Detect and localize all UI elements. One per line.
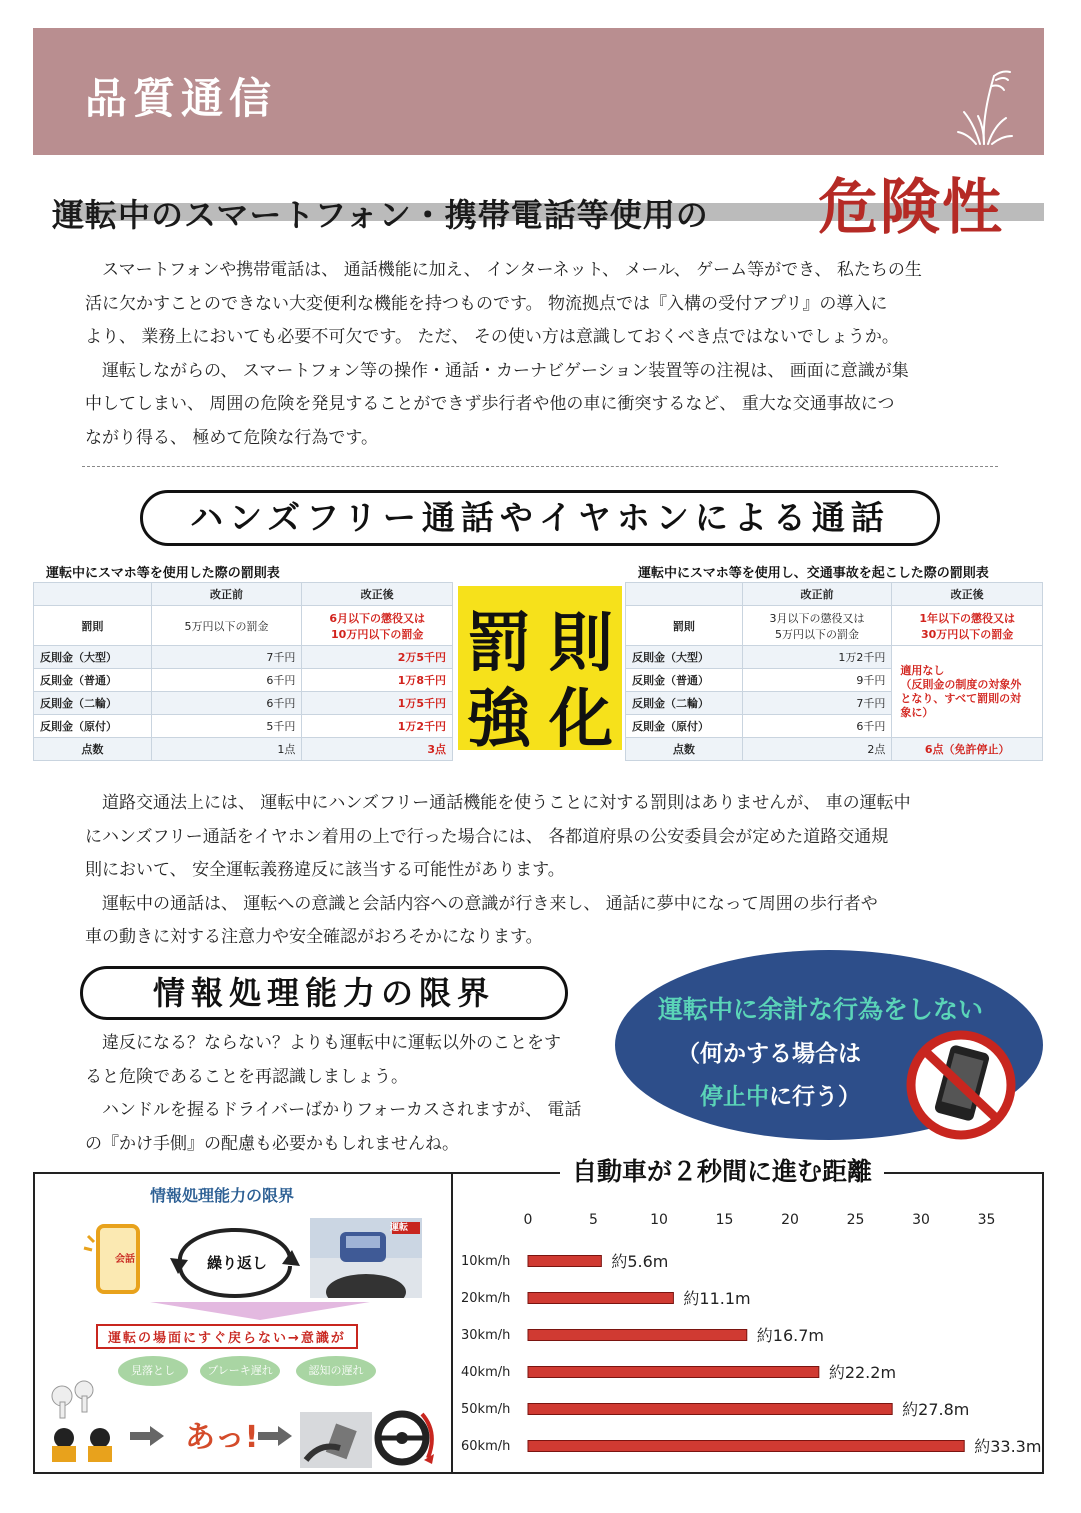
loop-label: 繰り返し (207, 1254, 268, 1272)
bar (528, 1441, 964, 1452)
row-label: 罰則 (34, 606, 152, 646)
data-label: 約22.2m (828, 1363, 897, 1382)
cell-line: 10万円以下の罰金 (331, 627, 424, 641)
processing-paragraph (85, 1027, 605, 1161)
section-heading-handsfree: ハンズフリー通話やイヤホンによる通話 (140, 490, 940, 546)
table-row (34, 669, 453, 692)
cell-before: 9千円 (742, 669, 892, 692)
bar (528, 1293, 673, 1304)
y-category-label: 50km/h (461, 1402, 511, 1417)
cell-line: 3月以下の懲役又は (769, 611, 865, 625)
x-tick-label: 5 (589, 1212, 598, 1228)
data-label: 約33.3m (974, 1437, 1042, 1456)
y-category-label: 10km/h (461, 1254, 511, 1269)
bar (528, 1330, 747, 1341)
text-line: ハンドルを握るドライバーばかりフォーカスされますが、 電話 (85, 1100, 582, 1120)
arrow-right-icon (258, 1426, 292, 1446)
cell-after: 1万5千円 (302, 692, 453, 715)
callout-line1: 運転中に余計な行為をしない (658, 995, 984, 1024)
section-divider (82, 466, 998, 467)
data-label: 約16.7m (756, 1326, 824, 1345)
distance-bar-chart (455, 1200, 1043, 1472)
cell-after: 3点 (302, 738, 453, 761)
stamp-char: 則 (549, 607, 613, 681)
bottom-panel-divider (451, 1172, 453, 1474)
diagram-title: 情報処理能力の限界 (150, 1186, 295, 1205)
callout-emphasis: 停止中 (700, 1084, 769, 1110)
text-line: 活に欠かすことのできない大変便利な機能を持つものです。 物流拠点では『入構の受付アプリ』の導入に (85, 293, 888, 314)
table-row (34, 692, 453, 715)
table-header-cell: 改正前 (742, 583, 892, 606)
stamp-char: 化 (549, 683, 613, 757)
cell-line: 6月以下の懲役又は (329, 611, 425, 625)
cell-after: 1万2千円 (302, 715, 453, 738)
data-label: 約11.1m (683, 1289, 751, 1308)
row-label: 反則金（原付） (626, 715, 743, 738)
x-tick-label: 0 (523, 1212, 533, 1228)
section-heading-processing-limit: 情報処理能力の限界 (80, 966, 568, 1020)
stamp-char: 罰 (467, 607, 531, 681)
row-label: 反則金（二輪） (626, 692, 743, 715)
text-line: 運転しながらの、 スマートフォン等の操作・通話・カーナビゲーション装置等の注視は、 画面に意識が集 (85, 360, 909, 381)
bar (528, 1256, 601, 1267)
handsfree-paragraph (85, 787, 1005, 955)
bubble-oversight: 見落とし (118, 1356, 188, 1386)
cell-line: 5万円以下の罰金 (775, 627, 860, 641)
stamp-char: 強 (467, 683, 531, 757)
cell-line: 1年以下の懲役又は (919, 611, 1015, 625)
funnel-shape (150, 1302, 370, 1322)
callout-line2: （何かする場合は (677, 1041, 861, 1067)
bubble-recognition-delay: 認知の遅れ (296, 1356, 376, 1386)
cell-before: 5万円以下の罰金 (151, 606, 302, 646)
x-tick-label: 30 (912, 1212, 930, 1228)
callout-line3-rest: に行う） (769, 1084, 861, 1110)
text-line: 道路交通法上には、 運転中にハンズフリー通話機能を使うことに対する罰則はありませんが、 車の運転中 (85, 793, 911, 813)
cell-line: 適用なし (900, 663, 945, 677)
cell-after: 6点（免許停止） (892, 738, 1043, 761)
header-banner (33, 28, 1044, 155)
cell-before: 6千円 (151, 692, 302, 715)
bar (528, 1404, 892, 1415)
phone-label: 会話 (115, 1254, 135, 1265)
row-label: 反則金（普通） (34, 669, 152, 692)
cell-after: 2万5千円 (302, 646, 453, 669)
text-line: より、 業務上においても必要不可欠です。 ただ、 その使い方は意識しておくべき点ではないでしょうか。 (85, 327, 899, 347)
bubble-brake-delay: ブレーキ遅れ (200, 1356, 280, 1386)
row-label: 点数 (626, 738, 743, 761)
exclaim-text: あっ! (185, 1420, 259, 1455)
bar (528, 1367, 819, 1378)
row-label: 点数 (34, 738, 152, 761)
table-header-cell: 改正後 (892, 583, 1043, 606)
data-label: 約27.8m (902, 1400, 970, 1419)
cell-line: 30万円以下の罰金 (921, 627, 1014, 641)
steering-wheel-icon (374, 1406, 438, 1468)
x-tick-label: 10 (650, 1212, 668, 1228)
text-line: にハンズフリー通話をイヤホン着用の上で行った場合には、 各都道府県の公安委員会が定めた道路交通規 (85, 826, 889, 847)
table-header-cell: 改正前 (151, 583, 302, 606)
cell-line: となり、すべて罰則の対 (900, 691, 1022, 705)
earphones-icon (44, 1380, 124, 1466)
chart-title: 自動車が２秒間に進む距離 (560, 1152, 884, 1188)
brake-pedal-icon (300, 1412, 372, 1468)
cell-before: 6千円 (151, 669, 302, 692)
penalty-table-accident (625, 582, 1043, 761)
cell-before: 5千円 (151, 715, 302, 738)
text-line: 中してしまい、 周囲の危険を発見することができず歩行者や他の車に衝突するなど、 重大な交通事故につ (85, 394, 895, 414)
text-line: スマートフォンや携帯電話は、 通話機能に加え、 インターネット、 メール、 ゲーム等ができ、 私たちの生 (85, 260, 922, 280)
cell-before: 2点 (742, 738, 892, 761)
text-line: 則において、 安全運転義務違反に該当する可能性があります。 (85, 860, 565, 880)
row-label: 反則金（二輪） (34, 692, 152, 715)
cell-after (302, 606, 453, 646)
cell-before: 7千円 (151, 646, 302, 669)
y-category-label: 20km/h (461, 1291, 511, 1306)
penalty-strengthened-stamp (458, 586, 622, 757)
x-tick-label: 20 (781, 1212, 799, 1228)
x-tick-label: 35 (977, 1212, 996, 1228)
arrow-right-icon (130, 1426, 164, 1446)
drive-label: 運転 (390, 1223, 409, 1233)
row-label: 反則金（原付） (34, 715, 152, 738)
cell-before: 1点 (151, 738, 302, 761)
penalty-table-use (33, 582, 453, 761)
y-category-label: 60km/h (461, 1439, 511, 1454)
intro-paragraph (85, 254, 1005, 455)
table-row (34, 606, 453, 646)
cell-before: 1万2千円 (742, 646, 892, 669)
cell-line: 象に） (900, 705, 934, 719)
headline-emphasis: 危険性 (818, 173, 1004, 243)
merged-after-cell (892, 646, 1043, 738)
y-category-label: 30km/h (461, 1328, 511, 1343)
cell-after (892, 606, 1043, 646)
cell-before: 6千円 (742, 715, 892, 738)
pampas-grass-icon (954, 66, 1014, 146)
table2-title: 運転中にスマホ等を使用し、交通事故を起こした際の罰則表 (638, 566, 989, 581)
diagram-banner: 運転の場面にすぐ戻らない→意識が (96, 1324, 358, 1349)
text-line: ると危険であることを再認識しましょう。 (85, 1066, 408, 1087)
table1-title: 運転中にスマホ等を使用した際の罰則表 (46, 566, 280, 581)
cell-before (742, 606, 892, 646)
callout-line3 (700, 1078, 861, 1111)
table-row (34, 646, 453, 669)
row-label: 反則金（大型） (626, 646, 743, 669)
newsletter-title: 品質通信 (85, 74, 278, 123)
table-header-row (34, 583, 453, 606)
text-line: 違反になる？ならない？よりも運転中に運転以外のことをす (85, 1033, 561, 1053)
table-row (626, 738, 1043, 761)
table-header-cell: 改正後 (302, 583, 453, 606)
text-line: の『かけ手側』の配慮も必要かもしれませんね。 (85, 1133, 459, 1154)
table-row (34, 738, 453, 761)
x-tick-label: 25 (846, 1212, 865, 1228)
row-label: 反則金（普通） (626, 669, 743, 692)
data-label: 約5.6m (611, 1252, 669, 1271)
table-row (34, 715, 453, 738)
table-row (626, 646, 1043, 669)
table-row (626, 606, 1043, 646)
no-phone-icon (902, 1030, 1020, 1140)
table-header-cell (626, 583, 743, 606)
row-label: 反則金（大型） (34, 646, 152, 669)
cell-after: 1万8千円 (302, 669, 453, 692)
text-line: ながり得る、 極めて危険な行為です。 (85, 427, 379, 448)
table-header-cell (34, 583, 152, 606)
headline-text: 運転中のスマートフォン・携帯電話等使用の (52, 196, 709, 234)
text-line: 車の動きに対する注意力や安全確認がおろそかになります。 (85, 927, 543, 947)
row-label: 罰則 (626, 606, 743, 646)
cell-line: （反則金の制度の対象外 (900, 677, 1022, 691)
y-category-label: 40km/h (461, 1365, 511, 1380)
table-header-row (626, 583, 1043, 606)
cell-before: 7千円 (742, 692, 892, 715)
x-tick-label: 15 (715, 1212, 734, 1228)
text-line: 運転中の通話は、 運転への意識と会話内容への意識が行き来し、 通話に夢中になって周囲の歩行者や (85, 893, 878, 914)
